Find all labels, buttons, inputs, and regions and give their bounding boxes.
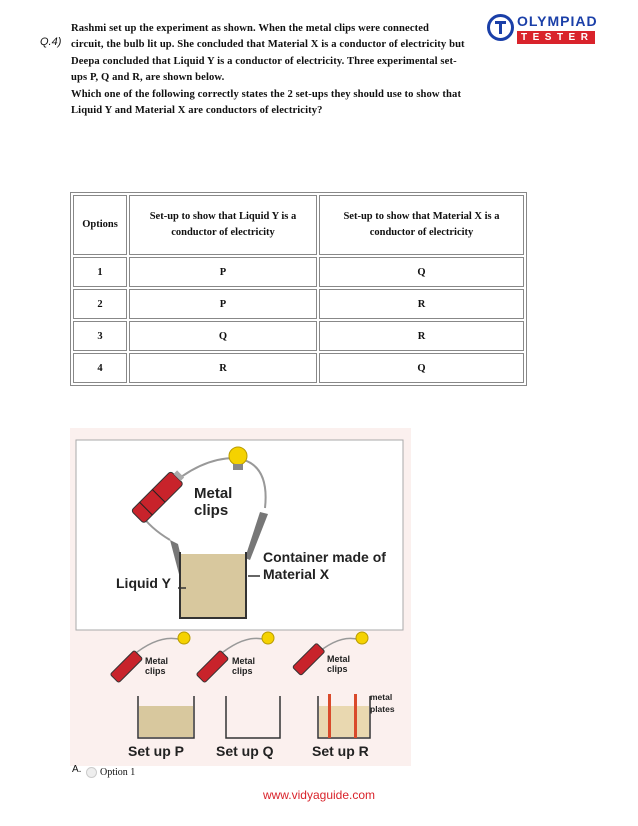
label-setup-r: Set up R — [312, 743, 369, 759]
table-cell: 2 — [73, 289, 127, 319]
option-label[interactable]: Option 1 — [100, 767, 136, 778]
table-row — [73, 257, 524, 287]
setup-q-illustration — [196, 632, 280, 738]
label-setup-p: Set up P — [128, 743, 185, 759]
header-liquid: Set-up to show that Liquid Y is a conductor of electricity — [129, 195, 317, 255]
table-cell: R — [319, 321, 524, 351]
label-small-clips-r: Metal clips — [327, 654, 351, 674]
option-radio[interactable] — [86, 767, 97, 778]
table-cell: P — [129, 289, 317, 319]
question-text — [71, 21, 526, 119]
footer-url[interactable]: www.vidyaguide.com — [262, 788, 376, 802]
liquid-icon — [181, 554, 245, 617]
label-container: Container made of Material X — [263, 549, 386, 582]
header-material: Set-up to show that Material X is a conductor of electricity — [319, 195, 524, 255]
header-options: Options — [73, 195, 127, 255]
experiment-illustration — [70, 428, 411, 766]
question-line: Liquid Y and Material X are conductors of electricity? — [71, 105, 323, 117]
label-liquid-y: Liquid Y — [116, 575, 171, 591]
table-header-row — [73, 195, 524, 255]
question-line: ups P, Q and R, are shown below. — [71, 72, 225, 84]
table-cell: Q — [319, 353, 524, 383]
table-row — [73, 289, 524, 319]
setup-r-illustration — [292, 632, 370, 738]
olympiad-tester-logo — [487, 14, 605, 48]
label-setup-q: Set up Q — [216, 743, 274, 759]
question-line: Rashmi set up the experiment as shown. When the metal clips were connected — [71, 23, 430, 34]
logo-text-line2: TESTER — [517, 31, 595, 44]
table-row — [73, 353, 524, 383]
label-metal-plates: metal plates — [370, 692, 395, 714]
table-cell: Q — [129, 321, 317, 351]
table-cell: R — [129, 353, 317, 383]
answer-letter: A. — [72, 764, 82, 775]
label-small-clips-p: Metal clips — [145, 656, 169, 676]
table-cell: R — [319, 289, 524, 319]
table-cell: 1 — [73, 257, 127, 287]
experiment-figure — [70, 428, 411, 766]
question-line: Which one of the following correctly states the 2 set-ups they should use to show that — [71, 88, 462, 100]
question-number: Q.4) — [40, 36, 62, 48]
options-table — [70, 192, 527, 386]
logo-mark-icon — [487, 14, 514, 41]
label-small-clips-q: Metal clips — [232, 656, 256, 676]
question-line: Deepa concluded that Liquid Y is a conductor of electricity. Three experimental set- — [71, 55, 457, 67]
question-line: circuit, the bulb lit up. She concluded that Material X is a conductor of electricity but — [71, 39, 465, 51]
table-cell: Q — [319, 257, 524, 287]
setup-p-illustration — [110, 632, 194, 738]
table-cell: P — [129, 257, 317, 287]
table-row — [73, 321, 524, 351]
logo-text-line1: OLYMPIAD — [517, 13, 598, 29]
table-cell: 3 — [73, 321, 127, 351]
label-metal-clips: Metal clips — [194, 485, 233, 519]
table-cell: 4 — [73, 353, 127, 383]
